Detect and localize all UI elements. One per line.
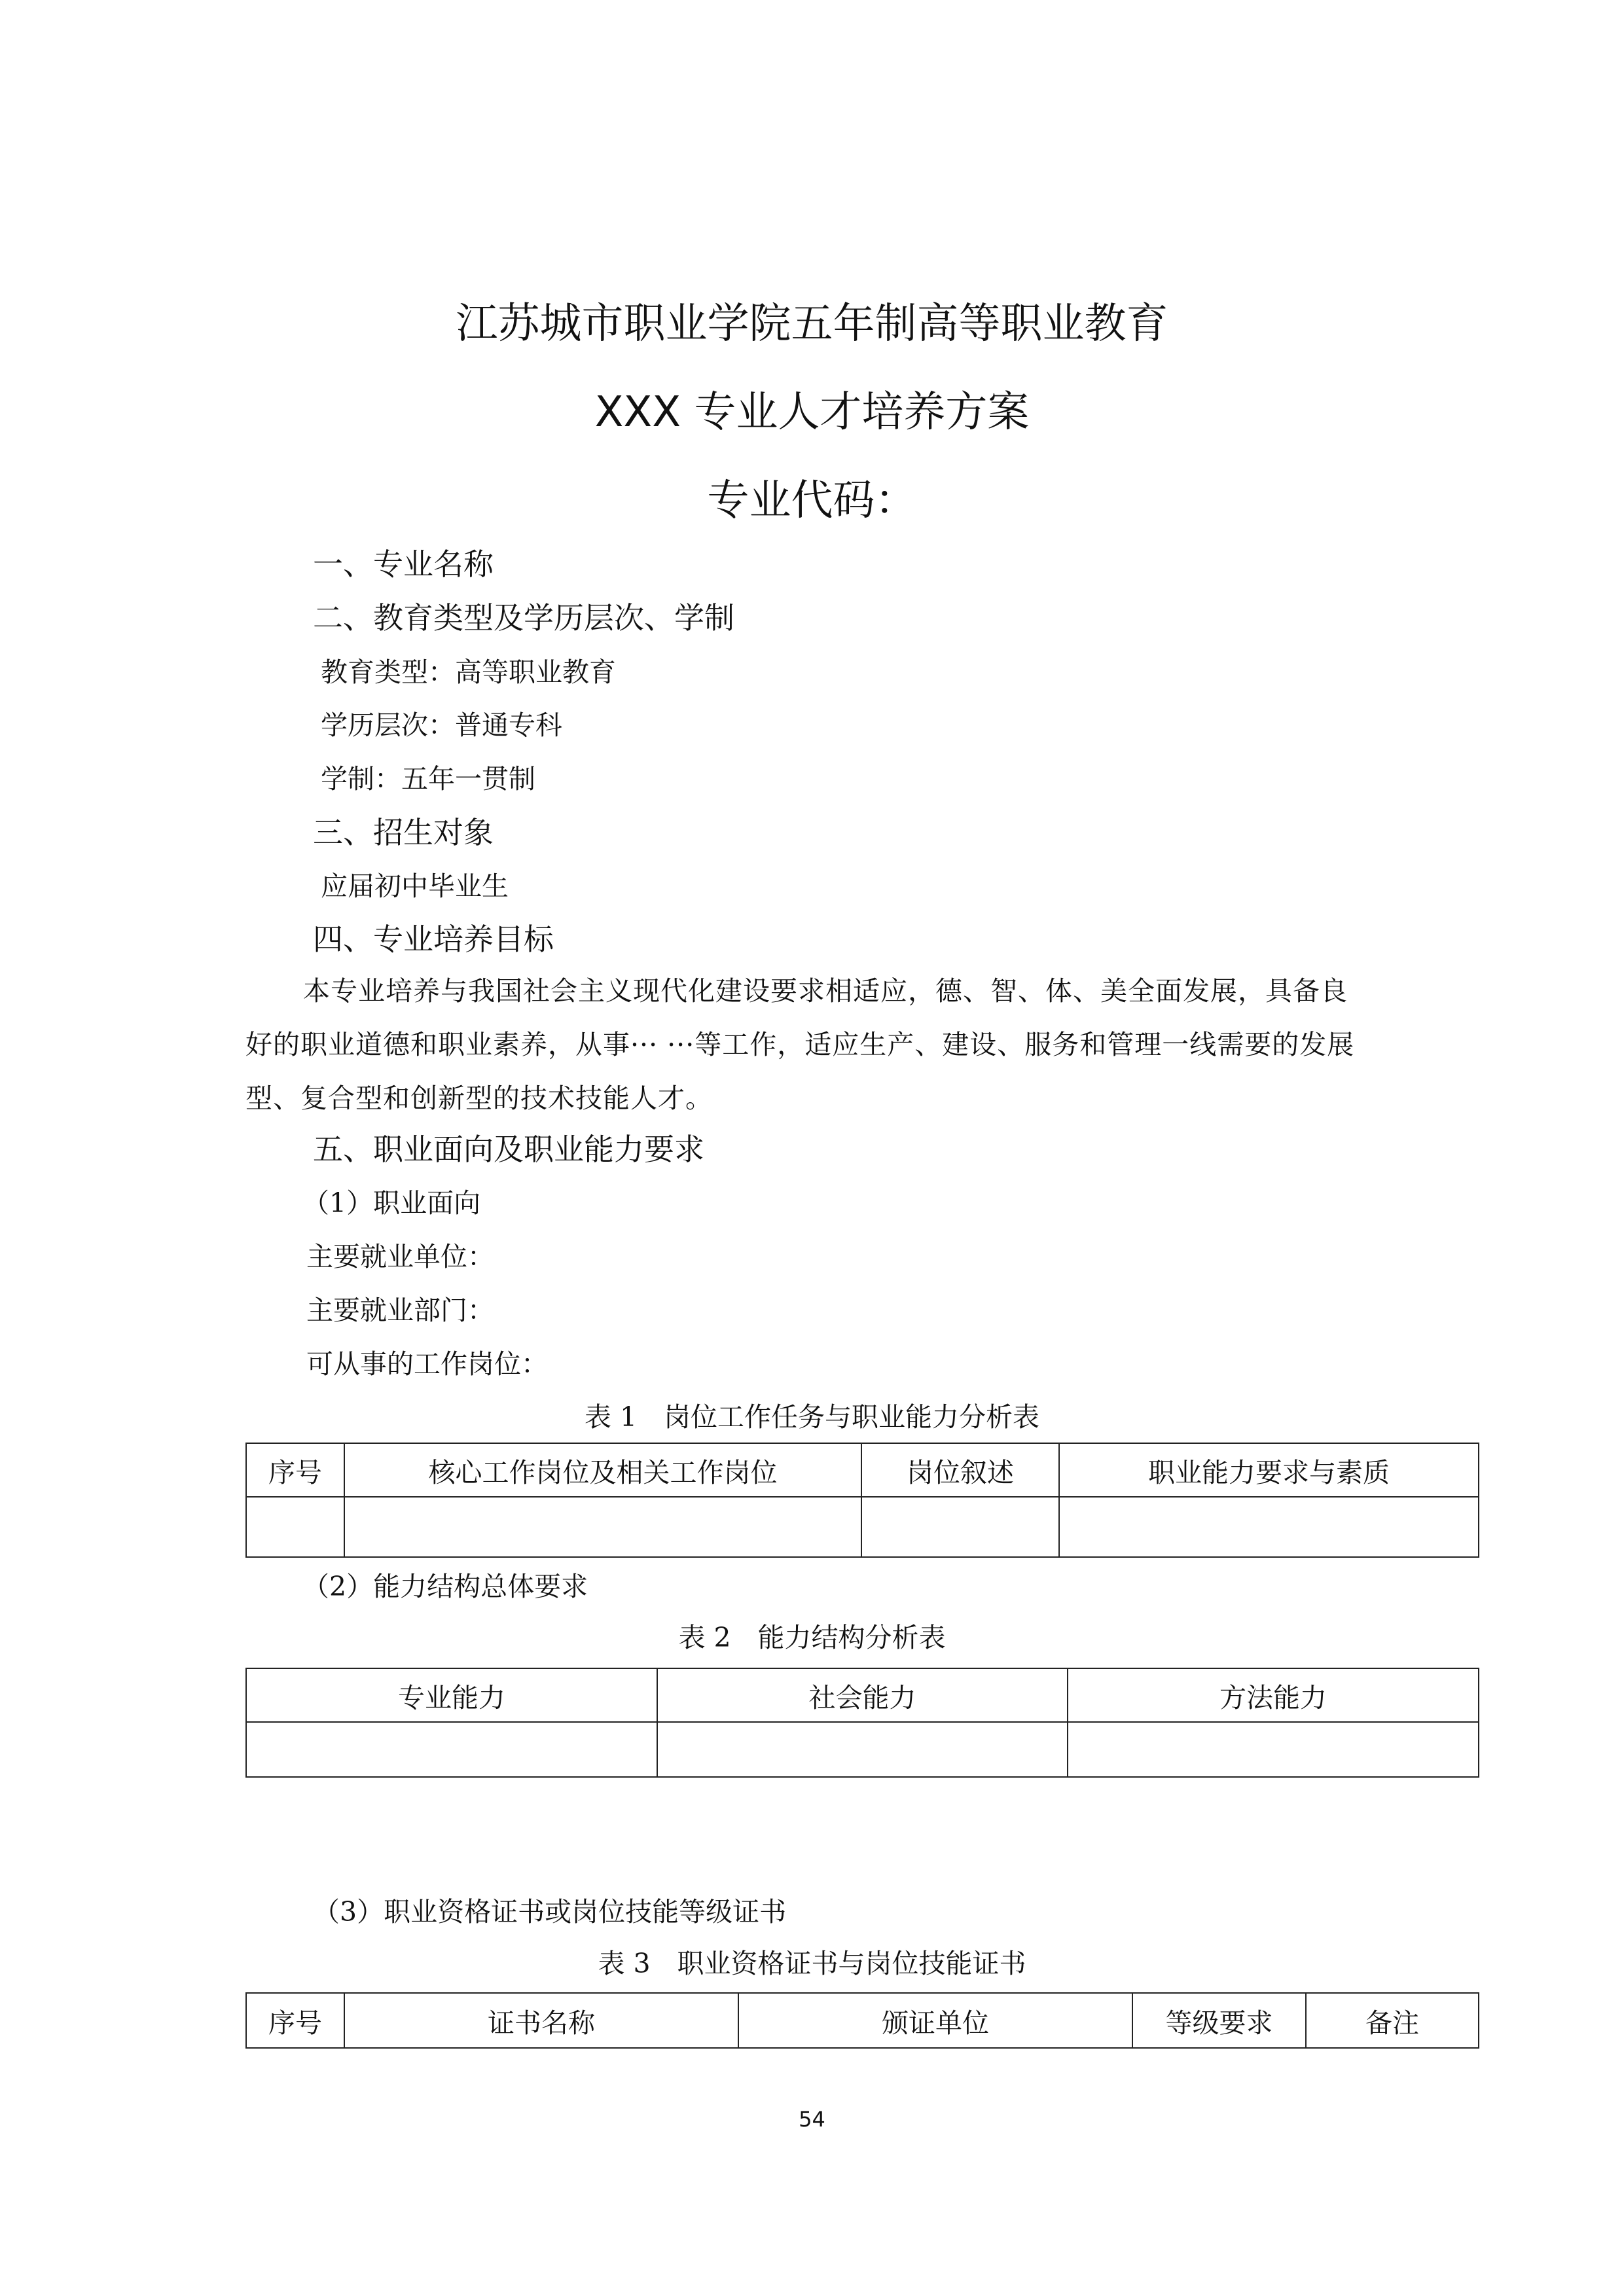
table-1-header-cell: 岗位叙述 <box>861 1443 1059 1497</box>
table-2-header-cell: 方法能力 <box>1068 1668 1479 1722</box>
table-3-header-cell: 序号 <box>246 1993 344 2048</box>
competency-structure-subheading: （2）能力结构总体要求 <box>302 1571 588 1602</box>
table-2-caption: 表 2 能力结构分析表 <box>678 1622 946 1653</box>
major-code-title: 专业代码： <box>707 476 917 525</box>
section-4-heading: 四、专业培养目标 <box>313 922 554 957</box>
section-3-heading: 三、招生对象 <box>313 815 494 850</box>
table-cell <box>657 1722 1068 1777</box>
table-row <box>246 1497 1479 1557</box>
table-cell <box>1068 1722 1479 1777</box>
page-number: 54 <box>799 2107 825 2132</box>
table-1-header-cell: 职业能力要求与素质 <box>1059 1443 1479 1497</box>
table-3-header-cell: 等级要求 <box>1132 1993 1306 2048</box>
table-3-header-cell: 颁证单位 <box>738 1993 1132 2048</box>
enrollment-target: 应届初中毕业生 <box>321 870 509 902</box>
employment-department: 主要就业部门： <box>306 1295 494 1326</box>
document-title-line-1: 江苏城市职业学院五年制高等职业教育 <box>456 300 1168 348</box>
table-row <box>246 1722 1479 1777</box>
certificate-subheading: （3）职业资格证书或岗位技能等级证书 <box>313 1896 787 1928</box>
table-3-certificates <box>245 1992 1479 2049</box>
work-positions: 可从事的工作岗位： <box>306 1348 548 1380</box>
table-3-header-cell: 备注 <box>1306 1993 1479 2048</box>
training-goal-paragraph: 本专业培养与我国社会主义现代化建设要求相适应，德、智、体、美全面发展，具备良好的职业道德和职业素养，从事··· ···等工作，适应生产、建设、服务和管理一线需要的发展型、复合型和创新型的技术技能人才。 <box>245 975 1355 1114</box>
table-2-header-cell: 专业能力 <box>246 1668 657 1722</box>
education-type: 教育类型：高等职业教育 <box>321 656 616 688</box>
table-1-header-cell: 核心工作岗位及相关工作岗位 <box>344 1443 861 1497</box>
career-orientation-subheading: （1）职业面向 <box>302 1187 481 1219</box>
table-2-competency-structure <box>245 1668 1479 1778</box>
table-2-header-cell: 社会能力 <box>657 1668 1068 1722</box>
table-1-header-cell: 序号 <box>246 1443 344 1497</box>
table-cell <box>344 1497 861 1557</box>
section-1-heading: 一、专业名称 <box>313 547 494 582</box>
employment-unit: 主要就业单位： <box>306 1241 494 1272</box>
study-duration: 学制：五年一贯制 <box>321 763 535 795</box>
section-2-heading: 二、教育类型及学历层次、学制 <box>313 600 734 636</box>
table-1-caption: 表 1 岗位工作任务与职业能力分析表 <box>584 1401 1040 1433</box>
table-1-position-analysis <box>245 1443 1479 1558</box>
section-5-heading: 五、职业面向及职业能力要求 <box>313 1132 704 1167</box>
education-level: 学历层次：普通专科 <box>321 709 562 741</box>
table-3-caption: 表 3 职业资格证书与岗位技能证书 <box>598 1948 1026 1979</box>
table-3-header-cell: 证书名称 <box>344 1993 738 2048</box>
table-cell <box>246 1722 657 1777</box>
document-title-line-2: XXX 专业人才培养方案 <box>594 388 1030 437</box>
table-cell <box>1059 1497 1479 1557</box>
table-cell <box>246 1497 344 1557</box>
table-cell <box>861 1497 1059 1557</box>
